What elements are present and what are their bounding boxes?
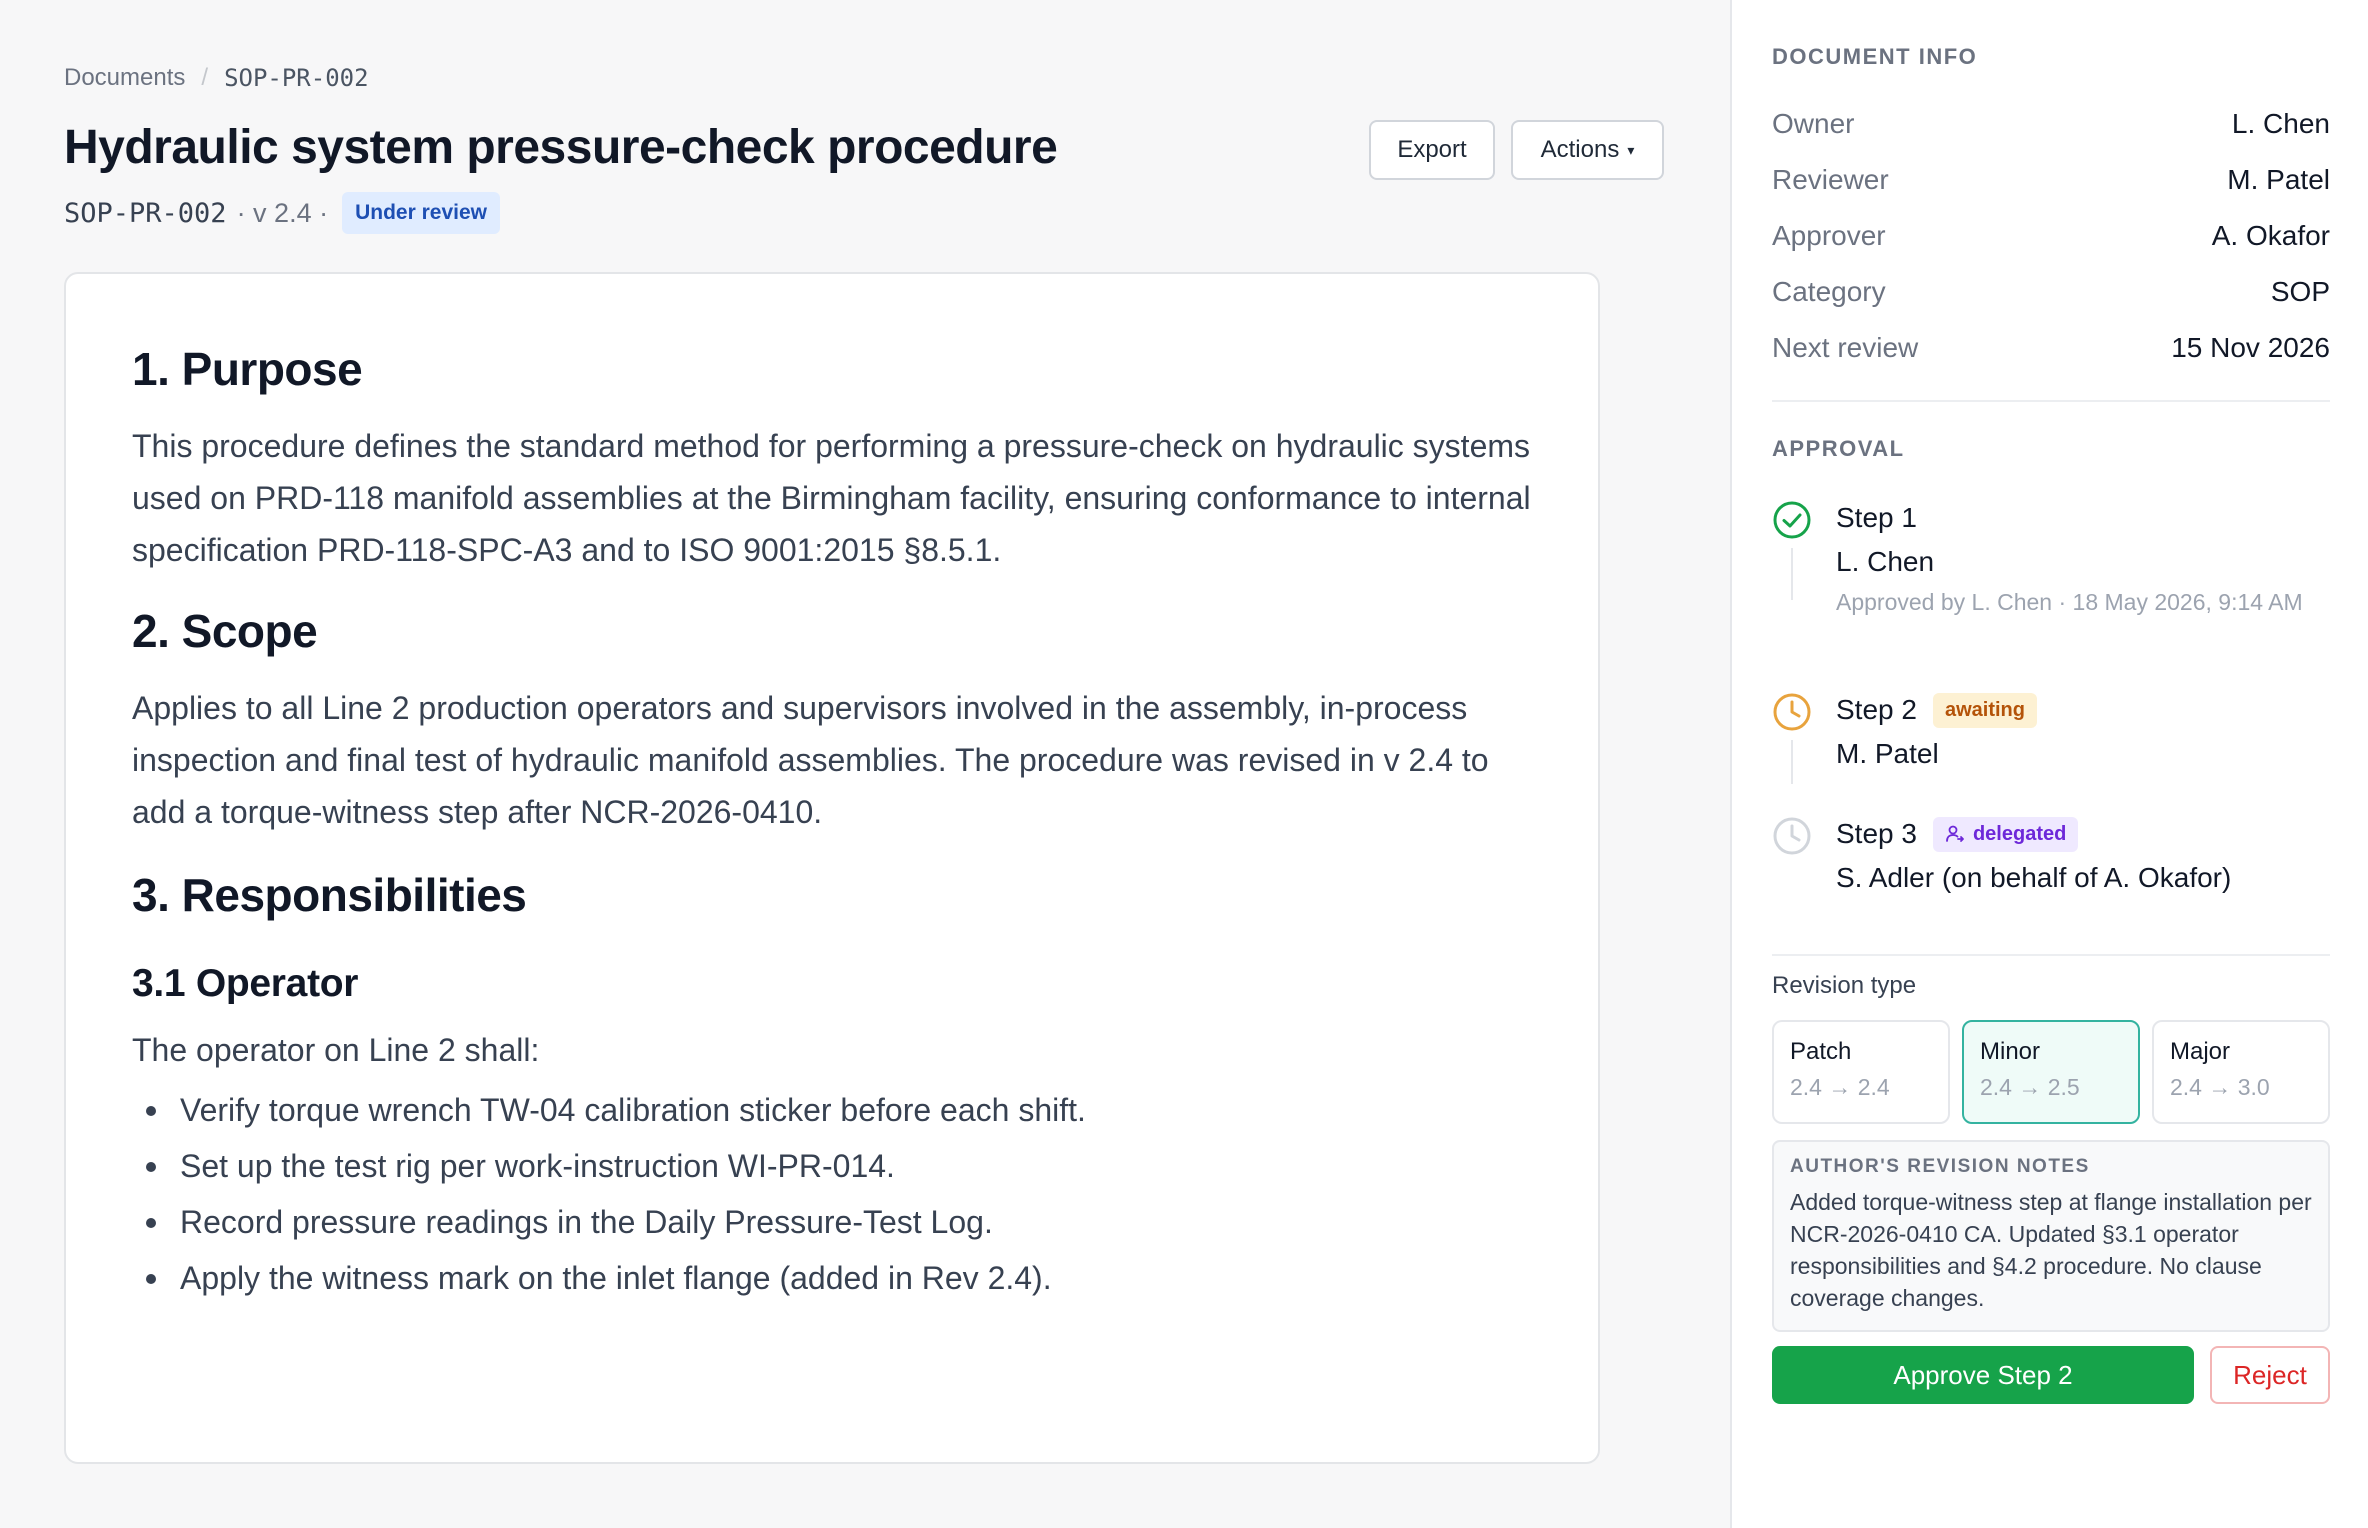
revision-option-version: 2.4 → 3.0 [2170, 1074, 2270, 1100]
info-value: SOP [2270, 276, 2330, 307]
info-key: Owner [1772, 108, 1855, 139]
info-value: M. Patel [2227, 164, 2330, 195]
step-note: Approved by L. Chen · 18 May 2026, 9:14 AM [1836, 589, 2303, 615]
chevron-down-icon: ▾ [1627, 141, 1635, 158]
info-row-reviewer [1772, 152, 2330, 208]
breadcrumb [64, 64, 369, 92]
info-key: Category [1772, 276, 1886, 307]
document-code: SOP-PR-002 [64, 197, 227, 229]
step-person: L. Chen [1836, 546, 1935, 577]
subsection-heading-operator: 3.1 Operator [132, 962, 359, 1005]
delegated-label: delegated [1972, 822, 2067, 845]
operator-intro: The operator on Line 2 shall: [132, 1032, 540, 1068]
section-heading-purpose: 1. Purpose [132, 343, 363, 395]
step-person: M. Patel [1836, 738, 1939, 769]
list-item: Set up the test rig per work-instruction WI-PR-014. [132, 1138, 1534, 1194]
step-label: Step 1 [1836, 502, 1917, 533]
info-value: L. Chen [2231, 108, 2330, 139]
revision-option-name: Minor [1980, 1038, 2041, 1065]
section-heading-responsibilities: 3. Responsibilities [132, 869, 527, 921]
approval-step-3 [1772, 812, 2330, 912]
section-heading-scope: 2. Scope [132, 605, 318, 657]
purpose-text: This procedure defines the standard method for performing a pressure-check on hydraulic systems used on PRD-118 manifold assemblies at the Birmingham facility, ensuring conformance to internal specification PRD-118-SPC-A3 and to ISO 9001:2015 §8.5.1. [132, 428, 1531, 568]
revision-option-version: 2.4 → 2.5 [1980, 1074, 2080, 1100]
document-info [1772, 96, 2330, 376]
operator-list [132, 1082, 1534, 1306]
status-badge-awaiting: awaiting [1933, 693, 2037, 728]
revision-option-minor[interactable] [1962, 1020, 2140, 1124]
info-value: 15 Nov 2026 [2171, 332, 2330, 363]
step-label: Step 3 [1836, 818, 1917, 849]
step-connector [1791, 548, 1793, 600]
divider [1772, 400, 2330, 402]
step-person: S. Adler (on behalf of A. Okafor) [1836, 862, 2232, 893]
document-meta [64, 192, 500, 234]
actions-button-label: Actions [1540, 136, 1620, 163]
info-row-approver [1772, 208, 2330, 264]
step-title [1836, 812, 2330, 856]
approval-label: APPROVAL [1772, 436, 1905, 461]
export-button[interactable] [1369, 120, 1495, 180]
list-item: Verify torque wrench TW-04 calibration sticker before each shift. [132, 1082, 1534, 1138]
status-badge: Under review [342, 192, 500, 234]
info-row-owner [1772, 96, 2330, 152]
info-key: Reviewer [1772, 164, 1889, 195]
revision-notes-text: Added torque-witness step at flange installation per NCR-2026-0410 CA. Updated §3.1 operator responsibilities and §4.2 procedure. No clause coverage changes. [1790, 1189, 2312, 1311]
list-item: Record pressure readings in the Daily Pressure-Test Log. [132, 1194, 1534, 1250]
revision-option-version: 2.4 → 2.4 [1790, 1074, 1890, 1100]
revision-option-name: Major [2170, 1038, 2231, 1065]
check-circle-icon [1772, 500, 1812, 540]
user-delegate-icon [1945, 824, 1965, 844]
info-row-next-review [1772, 320, 2330, 376]
document-body [64, 272, 1600, 1464]
document-info-label: DOCUMENT INFO [1772, 44, 1978, 69]
info-row-category [1772, 264, 2330, 320]
revision-option-major[interactable] [2152, 1020, 2330, 1124]
document-version: · v 2.4 · [236, 197, 329, 228]
breadcrumb-separator: / [201, 64, 209, 91]
clock-icon [1772, 692, 1812, 732]
step-title [1836, 496, 2330, 540]
revision-type-label: Revision type [1772, 972, 1917, 999]
revision-option-patch[interactable] [1772, 1020, 1950, 1124]
revision-type-options [1772, 1020, 2330, 1124]
revision-notes-label: AUTHOR'S REVISION NOTES [1790, 1156, 2090, 1177]
export-button-label: Export [1397, 136, 1467, 163]
approval-step-1 [1772, 496, 2330, 688]
list-item: Apply the witness mark on the inlet flange (added in Rev 2.4). [132, 1250, 1534, 1306]
breadcrumb-current: SOP-PR-002 [224, 64, 369, 92]
approve-step-button[interactable]: Approve Step 2 [1772, 1346, 2194, 1404]
info-value: A. Okafor [2211, 220, 2330, 251]
revision-notes [1772, 1140, 2330, 1332]
revision-option-name: Patch [1790, 1038, 1852, 1065]
approval-step-2 [1772, 688, 2330, 812]
page-title: Hydraulic system pressure-check procedure [64, 121, 1058, 174]
breadcrumb-documents[interactable]: Documents [64, 64, 186, 91]
sidebar [1730, 0, 2368, 1528]
scope-text: Applies to all Line 2 production operators and supervisors involved in the assembly, in-process inspection and final test of hydraulic manifold assemblies. The procedure was revised in v 2.4 to add a torque-witness step after NCR-2026-0410. [132, 690, 1489, 830]
clock-icon [1772, 816, 1812, 856]
divider [1772, 954, 2330, 956]
status-badge-delegated [1933, 817, 2078, 852]
reject-button[interactable]: Reject [2210, 1346, 2330, 1404]
actions-button[interactable] [1511, 120, 1664, 180]
info-key: Next review [1772, 332, 1919, 363]
step-title [1836, 688, 2330, 732]
approval-steps [1772, 496, 2330, 912]
step-connector [1791, 740, 1793, 784]
info-key: Approver [1772, 220, 1886, 251]
step-label: Step 2 [1836, 694, 1917, 725]
